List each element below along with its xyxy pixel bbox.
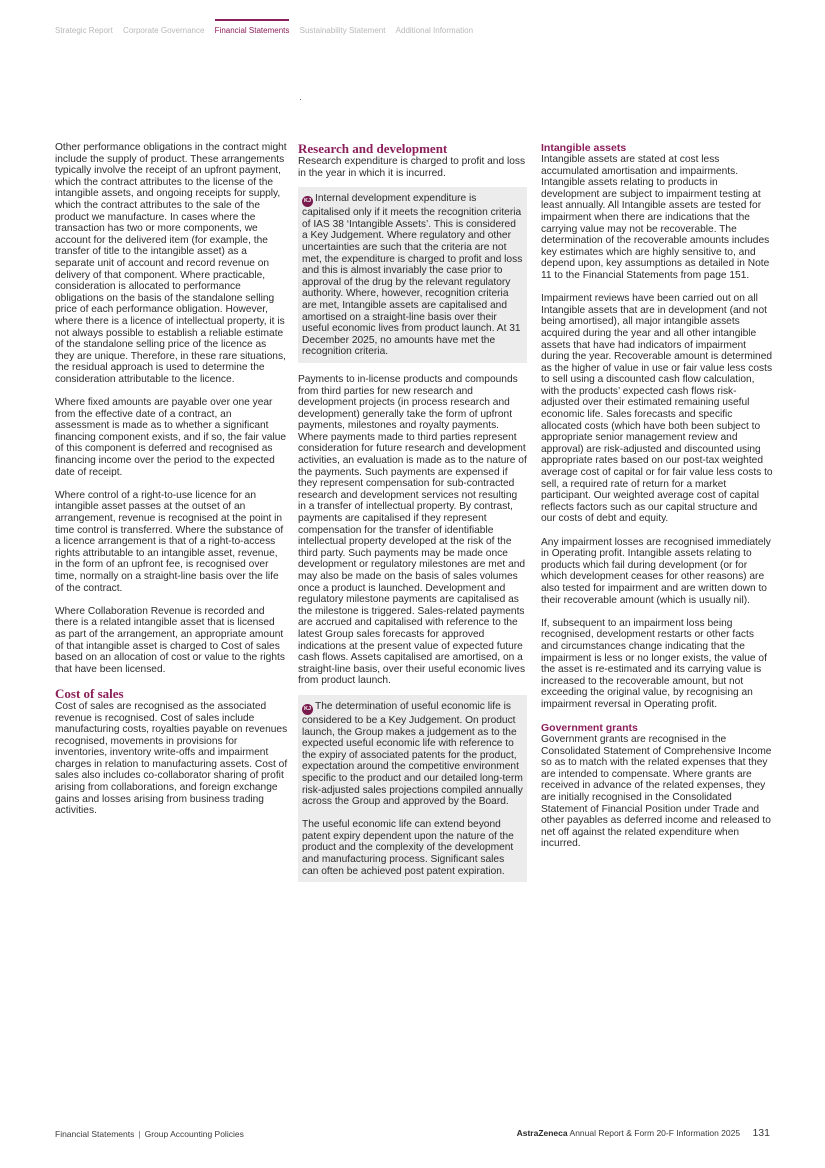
paragraph-intangible-assets: Intangible assets are stated at cost less accumulated amortisation and impairments. Intangible assets relating to products in development are subject to impairment testing at least annually. All Intangible assets are tested for impairment when there are indications that the carrying value may not be recoverable. The determination of the recoverable amounts includes key estimates which are highly sensitive to, and depend upon, key assumptions as detailed in Note 11 to the Financial Statements from page 151.: [541, 154, 770, 281]
key-judgement-useful-life-text: The determination of useful economic life is considered to be a Key Judgement. On product launch, the Group makes a judgement as to the expected useful economic life with reference to the expiry of associated patents for the product, expectation around the competitive environment specific to the product and our detailed long-term risk-adjusted sales projections compiled annually across the Group and approved by the Board.: [302, 700, 523, 808]
nav-sustainability-statement[interactable]: Sustainability Statement: [299, 26, 386, 35]
heading-cost-of-sales: Cost of sales: [55, 685, 124, 701]
nav-strategic-report[interactable]: Strategic Report: [55, 26, 113, 35]
paragraph-fixed-amounts: Where fixed amounts are payable over one year from the effective date of a contract, an assessment is made as to whether a significant financing component exists, and if so, the fair value of this component is deferred and recognised as financing income over the period to the expected date of receipt.: [55, 397, 287, 478]
key-judgement-development-text: Internal development expenditure is capitalised only if it meets the recognition criteria of IAS 38 ‘Intangible Assets’. This is considered a Key Judgement. Where regulatory and other uncertainties are such that the criteria are not met, the expenditure is charged to profit and loss and this is almost invariably the case prior to approval of the drug by the relevant regulatory authority. Where, however, recognition criteria are met, Intangible assets are capitalised and amortised on a straight-line basis over their useful economic lives from product launch. At 31 December 2025, no amounts have met the recognition criteria.: [302, 193, 523, 358]
column-middle: [298, 142, 527, 893]
nav-additional-information[interactable]: Additional Information: [395, 26, 474, 35]
stray-dot: [300, 99, 301, 100]
paragraph-cost-of-sales: Cost of sales are recognised as the associated revenue is recognised. Cost of sales include manufacturing costs, royalties payable on revenues recognised, movements in provisions for inventories, inventory write-offs and impairment charges in relation to manufacturing assets. Cost of sales also includes co-collaborator sharing of profit arising from collaborations, and foreign exchange gains and losses arising from business trading activities.: [55, 700, 288, 817]
footer-separator: |: [138, 1129, 141, 1139]
useful-life-extension-text: The useful economic life can extend beyond patent expiry dependent upon the nature of the product and the complexity of the development and manufacturing process. Significant sales can often be achieved post patent expiration.: [302, 819, 514, 877]
nav-corporate-governance[interactable]: Corporate Governance: [123, 26, 205, 35]
heading-government-grants: Government grants: [541, 722, 638, 735]
footer-breadcrumb: [55, 1129, 244, 1139]
column-right: [541, 142, 773, 862]
heading-research-development: Research and development: [298, 141, 448, 156]
key-judgement-icon: KJ: [302, 196, 313, 207]
paragraph-impairment-reversal: If, subsequent to an impairment loss being recognised, development restarts or other facts and circumstances change indicating that the impairment is less or no longer exists, the value of the asset is re-estimated and its carrying value is increased to the recoverable amount, but not exceeding the original value, by recognising an impairment reversal in Operating profit.: [541, 617, 767, 710]
footer-company: AstraZeneca: [516, 1128, 568, 1138]
key-judgement-box-useful-life: [298, 695, 527, 882]
key-judgement-icon: KJ: [302, 704, 313, 715]
top-navigation: [55, 26, 481, 35]
nav-financial-statements[interactable]: Financial Statements: [214, 26, 290, 35]
footer-report-info: [517, 1127, 770, 1139]
footer-subsection[interactable]: Group Accounting Policies: [144, 1129, 244, 1139]
paragraph-performance-obligations: Other performance obligations in the contract might include the supply of product. These arrangements typically involve the receipt of an upfront payment, which the contract attributes to the license of the intangible assets, and ongoing receipts for supply, which the contract attributes to the sale of the product we manufacture. In cases where the transaction has two or more components, we account for the delivered item (for example, the transfer of title to the intangible asset) as a separate unit of account and record revenue on delivery of that component. Where practicable, consideration is allocated to performance obligations on the basis of the standalone selling price of each performance obligation. However, where there is a licence of intellectual property, it is not always possible to establish a reliable estimate of the standalone selling price of the licence as they are unique. Therefore, in these rare situations, the residual approach is used to determine the consideration attributable to the licence.: [55, 142, 287, 385]
paragraph-research-expenditure: Research expenditure is charged to profit and loss in the year in which it is incurred.: [298, 156, 526, 179]
footer-section[interactable]: Financial Statements: [55, 1129, 135, 1139]
paragraph-right-to-use: Where control of a right-to-use licence for an intangible asset passes at the outset of an arrangement, revenue is recognised at the point in time control is transferred. Where the substance of a licence arrangement is that of a right-to-access rights attributable to an intangible asset, revenue, in the form of an upfront fee, is recognised over time, normally on a straight-line basis over the life of the contract.: [55, 489, 284, 594]
paragraph-in-license-payments: Payments to in-license products and compounds from third parties for new research and development projects (in process research and development) generally take the form of upfront payments, milestones and royalty payments. Where payments made to third parties represent consideration for future research and development activities, an evaluation is made as to the nature of the payments. Such payments are expensed if they represent compensation for sub-contracted research and development services not resulting in a transfer of intellectual property. By contrast, payments are capitalised if they represent compensation for the transfer of identifiable intellectual property developed at the risk of the third party. Such payments may be made once development or regulatory milestones are met and may also be made on the basis of sales volumes once a product is launched. Development and regulatory milestone payments are capitalised as the milestone is triggered. Sales-related payments are accrued and capitalised with reference to the latest Group sales forecasts for approved indications at the present value of expected future cash flows. Assets capitalised are amortised, on a straight-line basis, over their useful economic lives from product launch.: [298, 373, 527, 687]
paragraph-impairment-losses: Any impairment losses are recognised immediately in Operating profit. Intangible assets relating to products which fail during development (or for which development ceases for other reasons) are also tested for impairment and are written down to their recoverable amount (which is usually nil).: [541, 536, 771, 606]
heading-intangible-assets: Intangible assets: [541, 142, 627, 154]
paragraph-government-grants: Government grants are recognised in the Consolidated Statement of Comprehensive Income so as to match with the related expenses that they are intended to compensate. Where grants are received in advance of the related expenses, they are initially recognised in the Consolidated Statement of Financial Position under Trade and other payables as deferred income and released to net off against the related expenditure when incurred.: [541, 734, 772, 850]
paragraph-impairment-reviews: Impairment reviews have been carried out on all Intangible assets that are in development (and not being amortised), all major intangible assets acquired during the year and all other intangible assets that have had indicators of impairment during the year. Recoverable amount is determined as the higher of value in use or fair value less costs to sell using a discounted cash flow calculation, with the products’ expected cash flows risk-adjusted over their estimated remaining useful economic life. Sales forecasts and specific allocated costs (which have both been subject to appropriate senior management review and approval) are risk-adjusted and discounted using appropriate rates based on our post-tax weighted average cost of capital or for fair value less costs to sell, a required rate of return for a market participant. Our weighted average cost of capital reflects factors such as our capital structure and our costs of debt and equity.: [541, 293, 773, 525]
footer-report-title: Annual Report & Form 20-F Information 2025: [569, 1128, 741, 1138]
page-number: 131: [752, 1127, 770, 1139]
column-left: [55, 142, 288, 828]
paragraph-collaboration-revenue: Where Collaboration Revenue is recorded and there is a related intangible asset that is licensed as part of the arrangement, an appropriate amount of that intangible asset is charged to Cost of sales based on an allocation of cost or value to the rights that have been licensed.: [55, 605, 285, 675]
key-judgement-box-development: [298, 187, 527, 363]
